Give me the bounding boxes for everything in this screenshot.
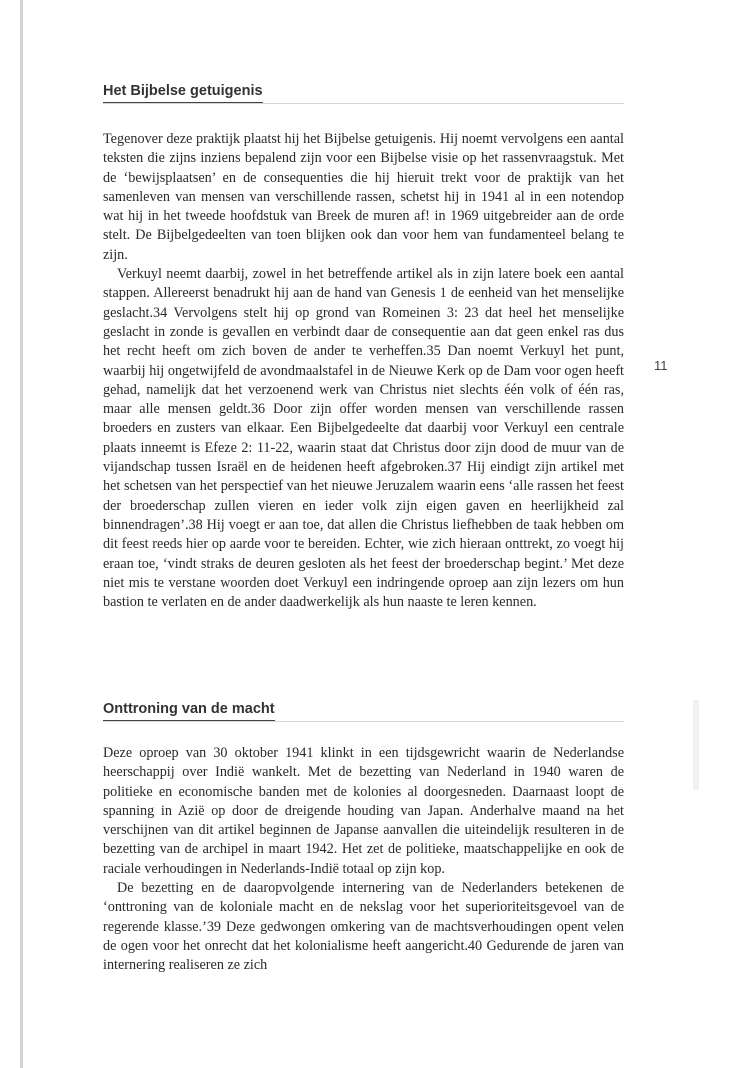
section-onttroning-van-de-macht <box>103 700 624 976</box>
section-heading: Onttroning van de macht <box>103 701 275 721</box>
section-heading: Het Bijbelse getuigenis <box>103 83 263 103</box>
page-edge <box>20 0 23 1068</box>
paragraph: Tegenover deze praktijk plaatst hij het Bijbelse getuigenis. Hij noemt vervolgens een aantal teksten die zijns inziens bepalend zijn voor een Bijbelse visie op het rassenvraagstuk. Met de ‘bewijsplaatsen’ en de consequenties die hij hieruit trekt voor de praktijk van het samenleven van mensen van verschillende rassen, schetst hij in 1941 al in een notendop wat hij in het tweede hoofdstuk van Breek de muren af! in 1969 uitgebreider aan de orde stelt. De Bijbelgedeelten van toen blijken ook dan voor hem van fundamenteel belang te zijn. <box>103 131 624 263</box>
margin-mark <box>693 700 699 790</box>
section-het-bijbelse-getuigenis <box>103 82 624 612</box>
paragraph: Deze oproep van 30 oktober 1941 klinkt in een tijdsgewricht waarin de Nederlandse heerschappij over Indië wankelt. Met de bezetting van Nederland in 1940 waren de politieke en economische banden met de kolonies al doorgesneden. Daarnaast loopt de spanning in Azië op door de dreigende houding van Japan. Anderhalve maand na het verschijnen van dit artikel beginnen de Japanse aanvallen die uiteindelijk resulteren in de bezetting van de archipel in maart 1942. Het zet de politieke, maatschappelijke en ook de raciale verhoudingen in Nederlands-Indië totaal op zijn kop. <box>103 745 624 877</box>
paragraph: Verkuyl neemt daarbij, zowel in het betreffende artikel als in zijn latere boek een aantal stappen. Allereerst benadrukt hij aan de hand van Genesis 1 de eenheid van het menselijke geslacht.34 Vervolgens stelt hij op grond van Romeinen 3: 23 dat heel het menselijke geslacht in zonde is gevallen en verbindt daar de consequentie aan dat geen enkel ras dus het recht heeft om zich boven de ander te verheffen.35 Dan noemt Verkuyl het punt, waarbij hij ongetwijfeld de avondmaalstafel in de Nieuwe Kerk op de Dam voor ogen heeft gehad, namelijk dat het verzoenend werk van Christus niet slechts één volk of één ras, maar alle mensen geldt.36 Door zijn offer worden mensen van verschillende rassen broeders en zusters van elkaar. Een Bijbelgedeelte dat daarbij voor Verkuyl een centrale plaats inneemt is Efeze 2: 11-22, waarin staat dat Christus door zijn dood de muur van de vijandschap tussen Israël en de heidenen heeft afgebroken.37 Hij eindigt zijn artikel met het schetsen van het perspectief van het nieuwe Jeruzalem waarin eens ‘alle rassen het feest der broederschap zullen vieren en ieder volk zijn eigen gaven en heerlijkheid zal binnendragen’.38 Hij voegt er aan toe, dat allen die Christus liefhebben de taak hebben om dit feest reeds hier op aarde voor te bereiden. Echter, wie zich hieraan onttrekt, zo voegt hij eraan toe, ‘vindt straks de deuren gesloten als het feest der broederschap begint.’ Met deze niet mis te verstane woorden doet Verkuyl een indringende oproep aan zijn lezers om hun bastion te verlaten en de ander daadwerkelijk als hun naaste te leren kennen. <box>103 266 624 611</box>
paragraph: De bezetting en de daaropvolgende internering van de Nederlanders betekenen de ‘onttroning van de koloniale macht en de nekslag voor het superioriteitsgevoel van de regerende klasse.’39 Deze gedwongen omkering van de machtsverhoudingen opent velen de ogen voor het onrecht dat het kolonialisme heeft aangericht.40 Gedurende de jaren van internering realiseren ze zich <box>103 880 624 974</box>
page-number: 11 <box>654 358 668 373</box>
